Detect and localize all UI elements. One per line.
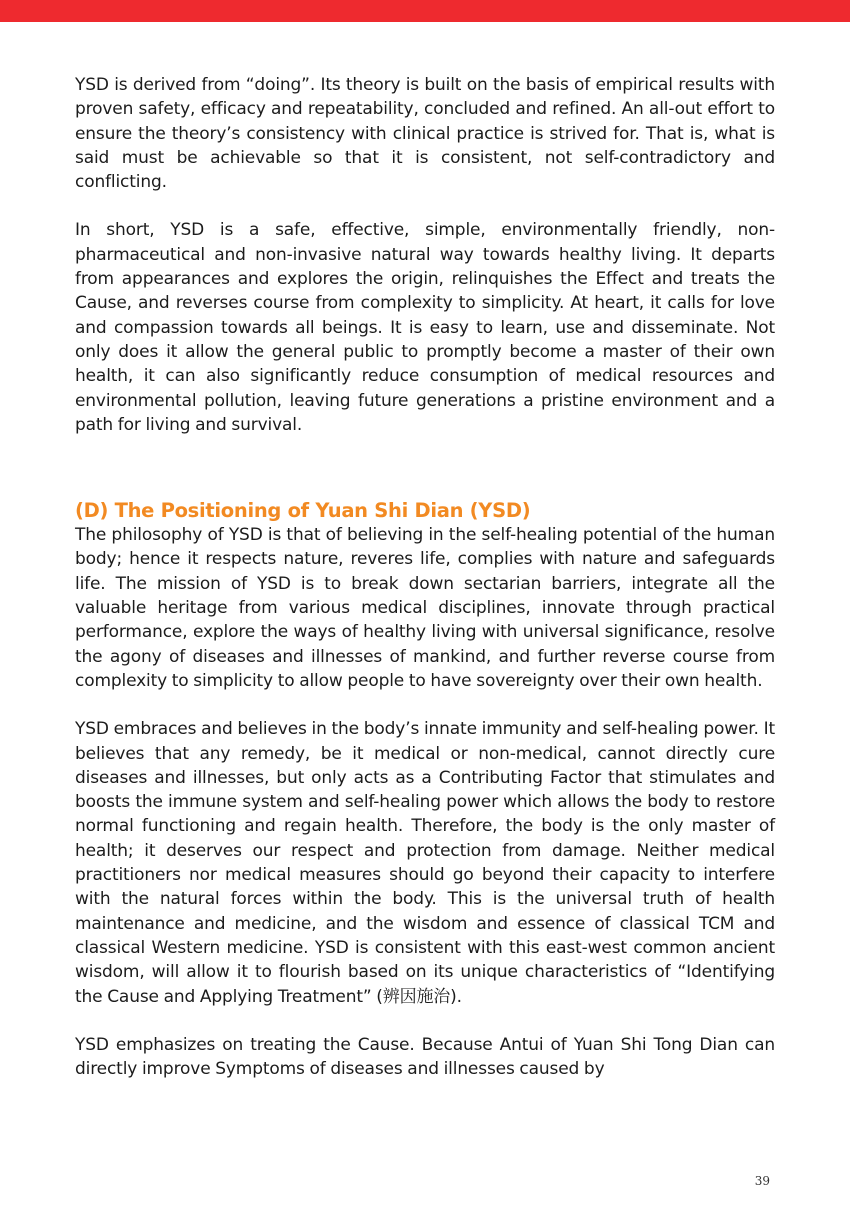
body-paragraph: In short, YSD is a safe, effective, simple, environmentally friendly, non-pharmaceutical and non-invasive natural way towards healthy living. It departs from appearances and explores the origin, relinquishes the Effect and treats the Cause, and reverses course from complexity to simplicity. At heart, it calls for love and compassion towards all beings. It is easy to learn, use and disseminate. Not only does it allow the general public to promptly become a master of their own health, it can also significantly reduce consumption of medical resources and environmental pollution, leaving future generations a pristine environment and a path for living and survival. (75, 220, 775, 435)
top-color-bar (0, 0, 850, 22)
section-heading: (D) The Positioning of Yuan Shi Dian (YSD) (75, 499, 531, 523)
body-paragraph: YSD emphasizes on treating the Cause. Because Antui of Yuan Shi Tong Dian can directly improve Symptoms of diseases and illnesses caused by (75, 1034, 775, 1080)
page-content (75, 73, 775, 1081)
body-paragraph: YSD embraces and believes in the body’s innate immunity and self-healing power. It believes that any remedy, be it medical or non-medical, cannot directly cure diseases and illnesses, but only acts as a Contributing Factor that stimulates and boosts the immune system and self-healing power which allows the body to restore normal functioning and regain health. Therefore, the body is the only master of health; it deserves our respect and protection from damage. Neither medical practitioners nor medical measures should go beyond their capacity to interfere with the natural forces within the body. This is the universal truth of health maintenance and medicine, and the wisdom and essence of classical TCM and classical Western medicine. YSD is consistent with this east-west common ancient wisdom, will allow it to flourish based on its unique characteristics of “Identifying the Cause and Applying Treatment” (辨因施治). (75, 719, 775, 1007)
body-paragraph: YSD is derived from “doing”. Its theory is built on the basis of empirical results with proven safety, efficacy and repeatability, concluded and refined. An all-out effort to ensure the theory’s consistency with clinical practice is strived for. That is, what is said must be achievable so that it is consistent, not self-contradictory and conflicting. (75, 75, 775, 193)
page-number: 39 (754, 1174, 770, 1188)
body-paragraph: The philosophy of YSD is that of believing in the self-healing potential of the human body; hence it respects nature, reveres life, complies with nature and safeguards life. The mission of YSD is to break down sectarian barriers, integrate all the valuable heritage from various medical disciplines, innovate through practical performance, explore the ways of healthy living with universal significance, resolve the agony of diseases and illnesses of mankind, and further reverse course from complexity to simplicity to allow people to have sovereignty over their own health. (75, 525, 775, 691)
